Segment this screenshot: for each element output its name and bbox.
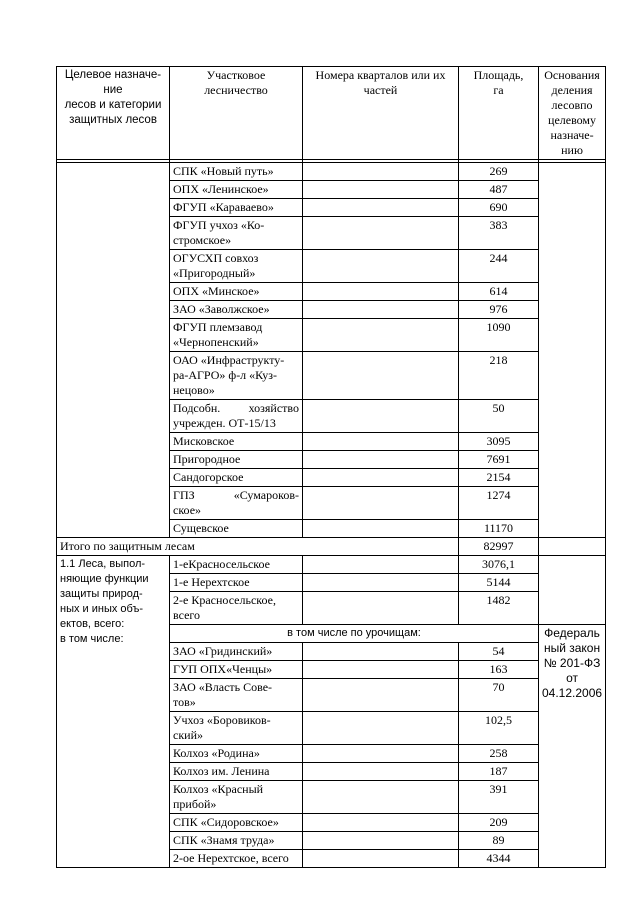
basis-empty-cell <box>539 556 606 625</box>
text-line: в том числе: <box>60 633 124 645</box>
forestry-name <box>170 556 303 574</box>
total-row <box>57 538 606 556</box>
area-value: 218 <box>459 352 539 400</box>
quarters-cell <box>303 433 459 451</box>
subheading-cell: в том числе по урочищам: <box>170 625 539 643</box>
quarters-cell <box>303 781 459 814</box>
area-value: 614 <box>459 283 539 301</box>
forestry-name <box>170 283 303 301</box>
text-line: Мисковское <box>173 434 235 448</box>
text-line: ФГУП племзавод <box>173 320 263 334</box>
area-value: 187 <box>459 763 539 781</box>
forestry-name <box>170 217 303 250</box>
basis-cell <box>539 625 606 868</box>
forestry-name <box>170 781 303 814</box>
forestry-name <box>170 592 303 625</box>
header-purpose <box>57 67 170 160</box>
forestry-name <box>170 814 303 832</box>
header-area <box>459 67 539 160</box>
text-line: 1-еКрасносельское <box>173 557 270 571</box>
area-value: 50 <box>459 400 539 433</box>
text-line: Колхоз «Красный <box>173 782 264 796</box>
text-line: нию <box>561 143 583 157</box>
forestry-name <box>170 163 303 181</box>
text-line: деления <box>551 83 593 97</box>
text-line: 04.12.2006 <box>542 686 603 700</box>
text-line: ЗАО «Власть Сове- <box>173 680 273 694</box>
text-line: Сандогорское <box>173 470 244 484</box>
forestry-name <box>170 661 303 679</box>
text-line: целевому <box>548 113 597 127</box>
area-value: 163 <box>459 661 539 679</box>
text-line: ных и иных объ- <box>60 603 144 615</box>
quarters-cell <box>303 283 459 301</box>
basis-empty-cell <box>539 163 606 538</box>
text-line: СПК «Сидоровское» <box>173 815 279 829</box>
quarters-cell <box>303 574 459 592</box>
text-line: СПК «Знамя труда» <box>173 833 275 847</box>
text-line: стромское» <box>173 233 232 247</box>
area-value: 3076,1 <box>459 556 539 574</box>
text-line: частей <box>363 83 398 97</box>
text-line: Основания <box>544 68 600 82</box>
quarters-cell <box>303 592 459 625</box>
text-line: СПК «Новый путь» <box>173 164 274 178</box>
text-line: Колхоз «Родина» <box>173 746 260 760</box>
text-line: 2-е Красносельское, всего <box>173 593 276 622</box>
area-value: 2154 <box>459 469 539 487</box>
area-value: 244 <box>459 250 539 283</box>
text-line: ектов, всего: <box>60 618 125 630</box>
text-line: Пригородное <box>173 452 241 466</box>
forestry-name <box>170 433 303 451</box>
text-line: ОГУСХП совхоз <box>173 251 259 265</box>
header-basis <box>539 67 606 160</box>
forestry-name <box>170 487 303 520</box>
text-line: Номера кварталов или их <box>315 68 446 82</box>
forestry-name <box>170 352 303 400</box>
quarters-cell <box>303 679 459 712</box>
area-value: 89 <box>459 832 539 850</box>
quarters-cell <box>303 400 459 433</box>
quarters-cell <box>303 832 459 850</box>
text-line: назначе- <box>550 128 594 142</box>
quarters-cell <box>303 487 459 520</box>
text-line: ОПХ «Минское» <box>173 284 260 298</box>
table-row <box>57 163 606 181</box>
text-line: прибой» <box>173 797 217 811</box>
forestry-name <box>170 469 303 487</box>
forestry-name <box>170 181 303 199</box>
text-line: Учхоз «Боровиков- <box>173 713 271 727</box>
text-line: Участковое <box>206 68 266 82</box>
forestry-name <box>170 319 303 352</box>
quarters-cell <box>303 301 459 319</box>
area-value: 209 <box>459 814 539 832</box>
header-quarters <box>303 67 459 160</box>
quarters-cell <box>303 745 459 763</box>
quarters-cell <box>303 319 459 352</box>
area-value: 487 <box>459 181 539 199</box>
text-line: лесов и категории <box>64 99 162 111</box>
quarters-cell <box>303 814 459 832</box>
forestry-name <box>170 850 303 868</box>
forestry-name <box>170 451 303 469</box>
area-value: 3095 <box>459 433 539 451</box>
quarters-cell <box>303 250 459 283</box>
area-value: 258 <box>459 745 539 763</box>
text-line: учрежден. ОТ-15/13 <box>173 416 276 430</box>
text-line: 1.1 Леса, выпол- <box>60 558 146 570</box>
quarters-cell <box>303 451 459 469</box>
quarters-cell <box>303 520 459 538</box>
area-value: 70 <box>459 679 539 712</box>
text-line: Федераль <box>544 626 600 640</box>
forestry-name <box>170 574 303 592</box>
area-value: 976 <box>459 301 539 319</box>
text-line: ФГУП «Караваево» <box>173 200 274 214</box>
forestry-name <box>170 763 303 781</box>
header-row <box>57 67 606 160</box>
area-value: 1090 <box>459 319 539 352</box>
text-line: ское» <box>173 503 202 517</box>
quarters-cell <box>303 163 459 181</box>
text-line: «Чернопенский» <box>173 335 259 349</box>
text-line: ОПХ «Ленинское» <box>173 182 269 196</box>
forestry-name <box>170 400 303 433</box>
text-line: «Пригородный» <box>173 266 256 280</box>
quarters-cell <box>303 850 459 868</box>
text-line: ГУП ОПХ«Ченцы» <box>173 662 273 676</box>
text-line: Сущевское <box>173 521 229 535</box>
area-value: 5144 <box>459 574 539 592</box>
total-area: 82997 <box>459 538 539 556</box>
text-line: Подсобн. хозяйство <box>173 401 299 415</box>
forestry-name <box>170 250 303 283</box>
text-line: ГПЗ «Сумароков- <box>173 488 299 502</box>
forestry-name <box>170 679 303 712</box>
area-value: 7691 <box>459 451 539 469</box>
table-row <box>57 556 606 574</box>
text-line: га <box>493 83 504 97</box>
text-line: лесовпо <box>551 98 593 112</box>
forest-table <box>56 66 606 868</box>
text-line: ЗАО «Заволжское» <box>173 302 270 316</box>
area-value: 383 <box>459 217 539 250</box>
text-line: ФГУП учхоз «Ко- <box>173 218 265 232</box>
text-line: 2-ое Нерехтское, всего <box>173 851 289 865</box>
text-line: няющие функции <box>60 573 149 585</box>
text-line: защитных лесов <box>69 114 157 126</box>
area-value: 1482 <box>459 592 539 625</box>
category-empty-cell <box>57 163 170 538</box>
text-line: ский» <box>173 728 203 742</box>
quarters-cell <box>303 661 459 679</box>
forestry-name <box>170 712 303 745</box>
text-line: ра-АГРО» ф-л «Куз- <box>173 368 278 382</box>
quarters-cell <box>303 556 459 574</box>
text-line: от <box>566 671 578 685</box>
table-body <box>57 163 606 868</box>
text-line: защиты природ- <box>60 588 143 600</box>
category-cell <box>57 556 170 868</box>
forestry-name <box>170 520 303 538</box>
text-line: нецово» <box>173 383 215 397</box>
text-line: Колхоз им. Ленина <box>173 764 270 778</box>
text-line: тов» <box>173 695 196 709</box>
text-line: № 201-ФЗ <box>543 656 601 670</box>
text-line: лесничество <box>204 83 268 97</box>
forestry-name <box>170 301 303 319</box>
area-value: 391 <box>459 781 539 814</box>
area-value: 1274 <box>459 487 539 520</box>
text-line: Целевое назначе- <box>64 69 162 81</box>
area-value: 690 <box>459 199 539 217</box>
quarters-cell <box>303 763 459 781</box>
quarters-cell <box>303 643 459 661</box>
text-line: 1-е Нерехтское <box>173 575 250 589</box>
basis-empty-cell <box>539 538 606 556</box>
forestry-name <box>170 745 303 763</box>
text-line: ние <box>103 84 123 96</box>
text-line: ный закон <box>543 641 601 655</box>
quarters-cell <box>303 181 459 199</box>
area-value: 11170 <box>459 520 539 538</box>
area-value: 102,5 <box>459 712 539 745</box>
quarters-cell <box>303 199 459 217</box>
text-line: Площадь, <box>473 68 524 82</box>
quarters-cell <box>303 469 459 487</box>
forestry-name <box>170 199 303 217</box>
quarters-cell <box>303 217 459 250</box>
text-line: ЗАО «Гридинский» <box>173 644 273 658</box>
area-value: 269 <box>459 163 539 181</box>
area-value: 4344 <box>459 850 539 868</box>
total-label: Итого по защитным лесам <box>57 538 459 556</box>
quarters-cell <box>303 352 459 400</box>
forestry-name <box>170 832 303 850</box>
text-line: ОАО «Инфраструкту- <box>173 353 285 367</box>
area-value: 54 <box>459 643 539 661</box>
header-forestry <box>170 67 303 160</box>
quarters-cell <box>303 712 459 745</box>
forestry-name <box>170 643 303 661</box>
